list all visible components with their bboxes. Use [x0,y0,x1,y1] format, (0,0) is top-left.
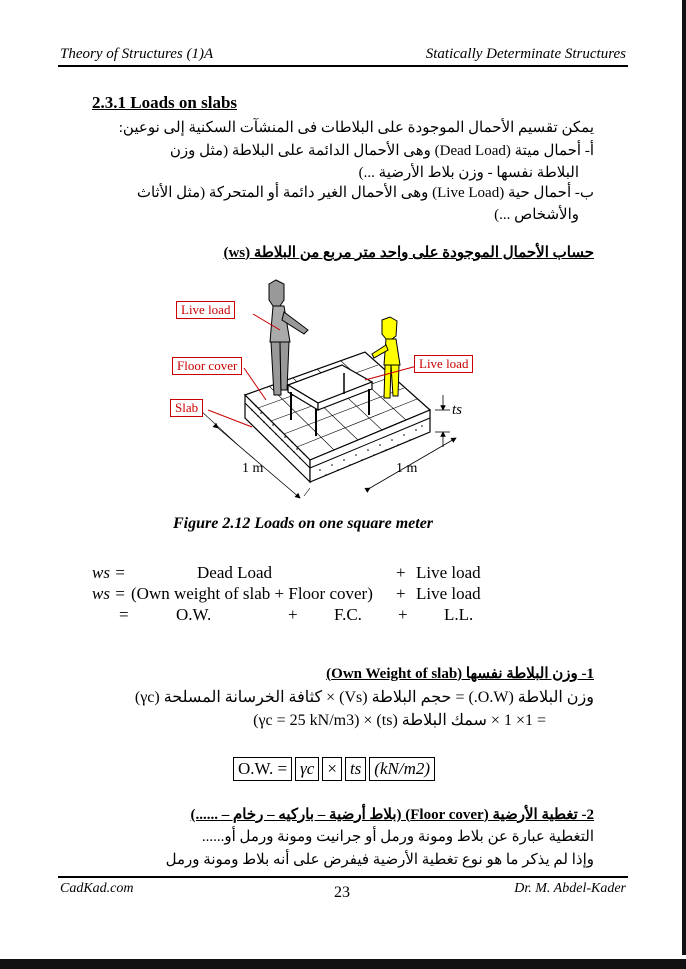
item-b-line2: والأشخاص ...) [494,207,579,223]
label-dim-left: 1 m [242,461,264,476]
eq3-fc: F.C. [334,605,362,624]
floor-cover-line1: التغطية عبارة عن بلاط ومونة ورمل أو جرانيت ومونة ورمل أو...... [201,829,594,845]
header-right: Statically Determinate Structures [425,46,626,62]
label-ts: ts [452,402,463,418]
eq1-rhs: Live load [416,563,481,582]
item-a-line1: أ- أحمال ميتة (Dead Load) وهى الأحمال الدائمة على البلاطة (مثل وزن [169,143,594,159]
formula-gamma: γc [295,757,319,781]
floor-cover-line2: وإذا لم يذكر ما هو نوع تغطية الأرضية فيفرض على أنه بلاط ومونة ورمل [165,852,594,868]
eq3-ow: O.W. [176,605,212,624]
eq2-lhs: ws = [92,584,126,603]
label-floor-cover: Floor cover [172,357,242,375]
own-weight-line2: = 1× 1 × سمك البلاطة (ts) × (γc = 25 kN/m3) [253,712,546,729]
footer-rule [58,876,628,878]
section-title: 2.3.1 Loads on slabs [92,93,238,112]
page-edge-right [682,0,686,955]
eq1-plus: + [396,563,406,582]
header-rule [58,65,628,67]
label-dim-right: 1 m [396,461,418,476]
eq2-rhs: Live load [416,584,481,603]
label-slab: Slab [170,399,203,417]
formula-unit: (kN/m2) [369,757,435,781]
item-a-line2: البلاطة نفسها - وزن بلاط الأرضية ...) [358,165,579,181]
ow-formula-box [233,757,435,781]
eq1-lhs: ws = [92,563,126,582]
item-b-line1: ب- أحمال حية (Live Load) وهى الأحمال الغير دائمة أو المتحركة (مثل الأثاث [136,185,594,201]
eq3-plus1: + [288,605,298,624]
formula-ts: ts [345,757,366,781]
eq2-mid: (Own weight of slab + Floor cover) [131,584,373,603]
formula-times: × [322,757,342,781]
intro-text: يمكن تقسيم الأحمال الموجودة على البلاطات فى المنشآت السكنية إلى نوعين: [118,120,594,136]
dim-left-ext-b [304,488,310,496]
eq3-plus2: + [398,605,408,624]
eq2-plus: + [396,584,406,603]
eq1-mid: Dead Load [197,563,273,582]
formula-ow: O.W. = [233,757,292,781]
page-edge-bottom [0,959,686,969]
label-live-load-left: Live load [176,301,235,319]
header-left: Theory of Structures (1)A [60,46,214,62]
label-live-load-right: Live load [414,355,473,373]
calc-heading: حساب الأحمال الموجودة على واحد متر مربع من البلاطة (ws) [223,245,594,261]
eq3-eq: = [119,605,129,624]
own-weight-line1: وزن البلاطة (O.W.) = حجم البلاطة (Vs) × كثافة الخرسانة المسلحة (γc) [134,689,594,706]
floor-cover-heading: 2- تغطية الأرضية (Floor cover) (بلاط أرضية – باركيه – رخام – ......) [190,807,594,823]
figure-caption: Figure 2.12 Loads on one square meter [173,515,434,532]
footer-right: Dr. M. Abdel-Kader [514,881,626,896]
own-weight-heading: 1- وزن البلاطة نفسها (Own Weight of slab) [326,666,594,682]
footer-left: CadKad.com [60,881,134,896]
page-number: 23 [334,884,350,901]
eq3-ll: L.L. [444,605,474,624]
